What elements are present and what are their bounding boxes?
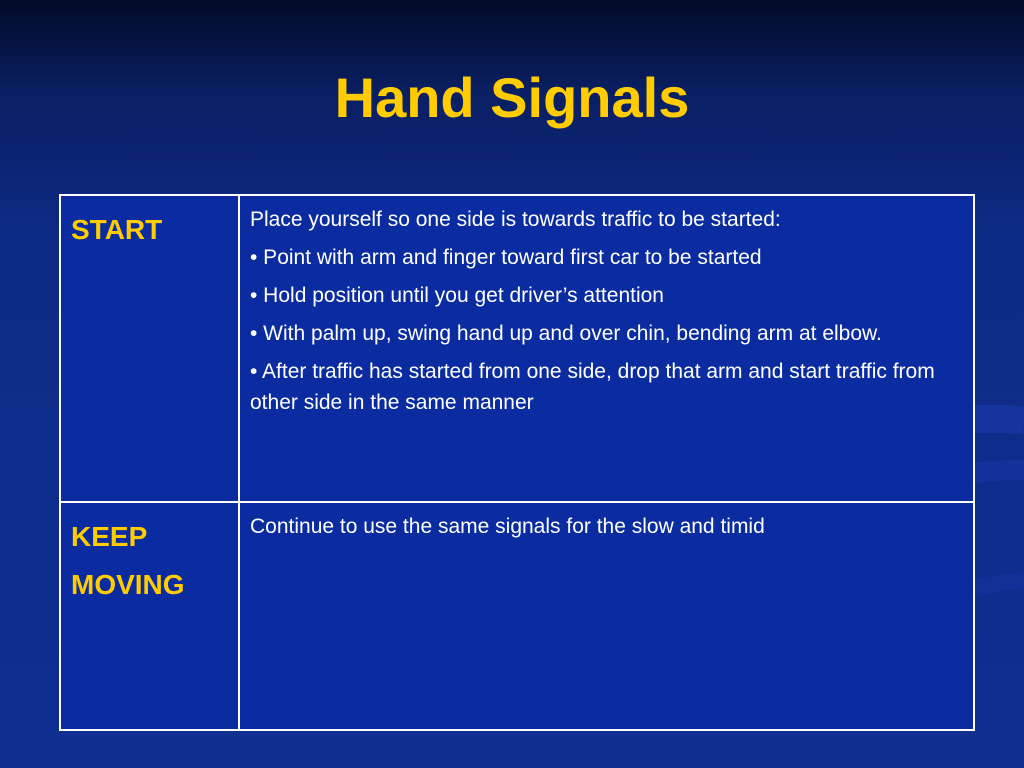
signal-description-cell: [239, 502, 974, 730]
signal-name-keep-moving: [71, 513, 228, 609]
signal-name-line: KEEP: [71, 521, 148, 552]
signal-description-start: [250, 204, 963, 418]
signal-name-cell: [60, 195, 239, 502]
signal-name-line: MOVING: [71, 569, 185, 600]
slide-title: Hand Signals: [334, 66, 690, 129]
signal-name-start: [71, 206, 228, 254]
description-bullet: • Hold position until you get driver’s attention: [250, 284, 664, 307]
signal-description-cell: [239, 195, 974, 502]
description-bullet: • Point with arm and finger toward first car to be started: [250, 246, 762, 269]
description-line: Continue to use the same signals for the slow and timid: [250, 515, 765, 538]
description-bullet: • With palm up, swing hand up and over chin, bending arm at elbow.: [250, 322, 882, 345]
description-bullet: • After traffic has started from one side, drop that arm and start traffic from other side in the same manner: [250, 360, 935, 414]
table-row-start: [60, 195, 974, 502]
hand-signals-table: [59, 194, 975, 731]
signal-description-keep-moving: [250, 511, 963, 542]
signal-name-line: START: [71, 214, 163, 245]
table-row-keep-moving: [60, 502, 974, 730]
description-line: Place yourself so one side is towards traffic to be started:: [250, 208, 781, 231]
signal-name-cell: [60, 502, 239, 730]
